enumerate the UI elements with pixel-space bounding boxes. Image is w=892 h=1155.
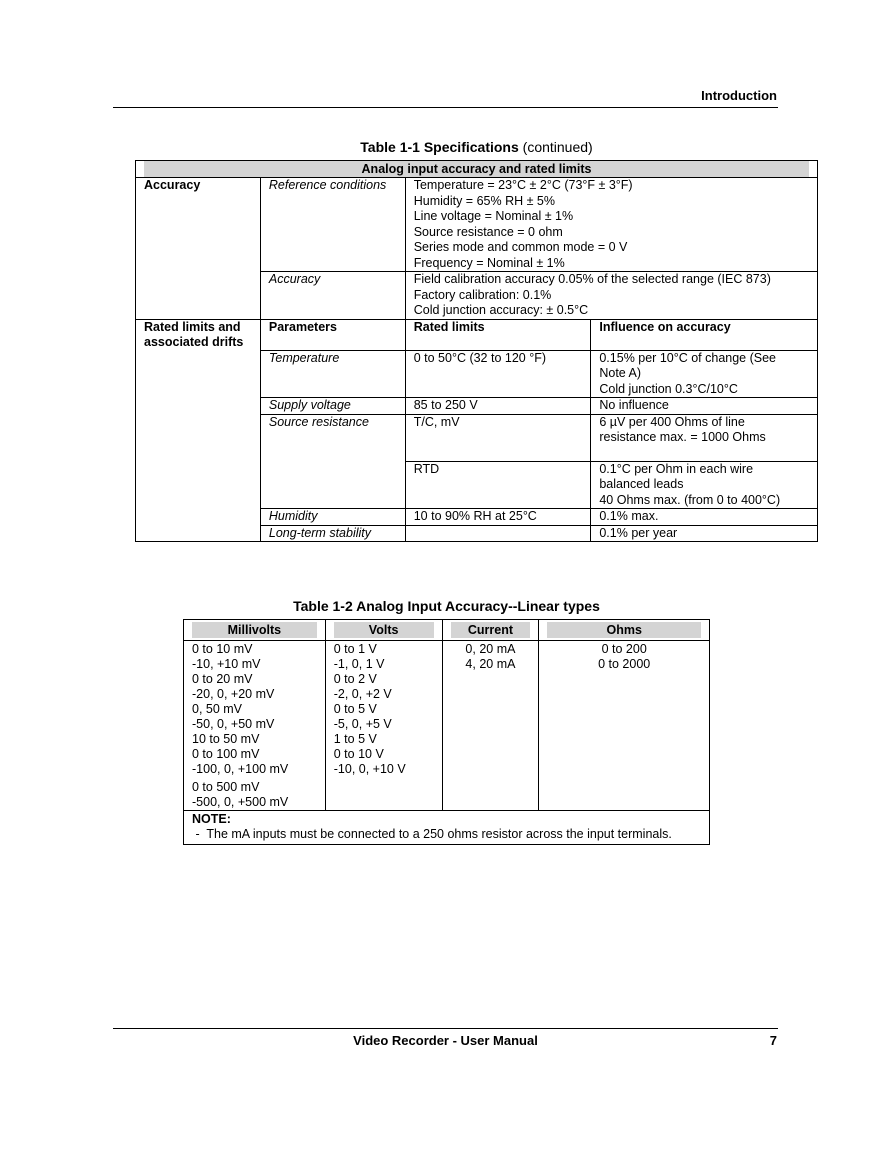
influence-line: 40 Ohms max. (from 0 to 400°C)	[599, 492, 781, 507]
influence-humidity: 0.1% max.	[591, 509, 818, 526]
linear-types-table	[183, 619, 710, 845]
ohms-values	[539, 641, 710, 811]
volts-values	[325, 641, 442, 811]
influence-line: resistance max. = 1000 Ohms	[599, 430, 766, 444]
mv-range: -500, 0, +500 mV	[192, 795, 289, 809]
param-long-term-stability: Long-term stability	[260, 525, 405, 542]
accuracy-sub-label: Accuracy	[260, 272, 405, 320]
v-range: 1 to 5 V	[333, 732, 377, 746]
v-range: -10, 0, +10 V	[333, 762, 406, 776]
col-influence: Influence on accuracy	[591, 319, 818, 350]
mv-range: -10, +10 mV	[192, 657, 261, 671]
v-range: -5, 0, +5 V	[333, 717, 392, 731]
footer-rule	[113, 1028, 778, 1029]
reference-conditions-label: Reference conditions	[260, 178, 405, 272]
influence-long-term-stability: 0.1% per year	[591, 525, 818, 542]
rated-limits-label	[136, 319, 261, 542]
col-millivolts-label: Millivolts	[192, 622, 317, 638]
col-ohms	[539, 620, 710, 641]
influence-line: 0.15% per 10°C of change (See	[599, 350, 777, 365]
v-range: 0 to 2 V	[333, 672, 377, 686]
limit-long-term-stability	[405, 525, 591, 542]
mv-range: 0 to 500 mV	[192, 780, 260, 794]
col-current	[442, 620, 539, 641]
rated-label-line: associated drifts	[144, 335, 244, 349]
col-ohms-label: Ohms	[547, 622, 701, 638]
table-1-2-caption: Table 1-2 Analog Input Accuracy--Linear types	[293, 598, 600, 614]
ma-range: 4, 20 mA	[465, 657, 516, 671]
ref-line: Frequency = Nominal ± 1%	[413, 255, 565, 270]
influence-line: Cold junction 0.3°C/10°C	[599, 381, 738, 396]
param-source-resistance: Source resistance	[260, 414, 405, 509]
note-label: NOTE:	[192, 812, 231, 826]
limit-temperature: 0 to 50°C (32 to 120 °F)	[405, 350, 591, 398]
col-parameters: Parameters	[260, 319, 405, 350]
v-range: 0 to 10 V	[333, 747, 384, 761]
specifications-table	[135, 160, 818, 542]
current-values	[442, 641, 539, 811]
ohm-range: 0 to 2000	[598, 657, 651, 671]
accuracy-label: Accuracy	[136, 178, 261, 320]
ma-range: 0, 20 mA	[465, 642, 516, 656]
mv-range: 0 to 100 mV	[192, 747, 260, 761]
v-range: -1, 0, 1 V	[333, 657, 385, 671]
influence-temperature	[591, 350, 818, 398]
influence-line: balanced leads	[599, 477, 684, 491]
ref-line: Source resistance = 0 ohm	[413, 224, 563, 239]
col-volts-label: Volts	[334, 622, 434, 638]
note-text: - The mA inputs must be connected to a 250 ohms resistor across the input terminals.	[192, 827, 672, 841]
mv-range: 0 to 20 mV	[192, 672, 253, 686]
mv-range: 0 to 10 mV	[192, 642, 253, 656]
ref-line: Line voltage = Nominal ± 1%	[413, 209, 574, 223]
mv-range: -100, 0, +100 mV	[192, 762, 289, 776]
v-range: -2, 0, +2 V	[333, 687, 392, 701]
ohm-range: 0 to 200	[601, 642, 647, 656]
param-supply-voltage: Supply voltage	[260, 398, 405, 415]
page-header-section: Introduction	[701, 88, 777, 103]
param-humidity: Humidity	[260, 509, 405, 526]
limit-rtd: RTD	[405, 461, 591, 509]
col-rated-limits: Rated limits	[405, 319, 591, 350]
accuracy-values	[405, 272, 817, 320]
accuracy-line: Cold junction accuracy: ± 0.5°C	[413, 303, 589, 317]
param-temperature: Temperature	[260, 350, 405, 398]
accuracy-line: Field calibration accuracy 0.05% of the selected range (IEC 873)	[413, 272, 771, 286]
influence-line: 6 µV per 400 Ohms of line	[599, 414, 745, 429]
influence-line: Note A)	[599, 366, 642, 380]
rated-label-line: Rated limits and	[144, 319, 241, 334]
table-1-1-caption	[135, 139, 818, 155]
page-number: 7	[769, 1033, 777, 1048]
ref-line: Humidity = 65% RH ± 5%	[413, 193, 556, 208]
limit-supply-voltage: 85 to 250 V	[405, 398, 591, 415]
v-range: 0 to 1 V	[333, 642, 377, 656]
accuracy-line: Factory calibration: 0.1%	[413, 287, 552, 302]
table-1-1-caption-continued: (continued)	[518, 139, 593, 155]
col-millivolts	[184, 620, 326, 641]
table-1-1-caption-title: Table 1-1 Specifications	[360, 139, 519, 155]
limit-humidity: 10 to 90% RH at 25°C	[405, 509, 591, 526]
influence-line: 0.1°C per Ohm in each wire	[599, 461, 754, 476]
table-note	[184, 811, 710, 845]
section-header	[136, 161, 818, 178]
col-volts	[325, 620, 442, 641]
influence-rtd	[591, 461, 818, 509]
millivolts-values	[184, 641, 326, 811]
col-current-label: Current	[451, 622, 531, 638]
mv-range: -20, 0, +20 mV	[192, 687, 275, 701]
header-rule	[113, 107, 778, 108]
mv-range: -50, 0, +50 mV	[192, 717, 275, 731]
footer-title: Video Recorder - User Manual	[353, 1033, 538, 1048]
influence-supply-voltage: No influence	[591, 398, 818, 415]
mv-range: 10 to 50 mV	[192, 732, 260, 746]
ref-line: Temperature = 23°C ± 2°C (73°F ± 3°F)	[413, 178, 633, 192]
reference-conditions-values	[405, 178, 817, 272]
v-range: 0 to 5 V	[333, 702, 377, 716]
section-title: Analog input accuracy and rated limits	[144, 161, 809, 177]
influence-tc-mv	[591, 414, 818, 461]
mv-range: 0, 50 mV	[192, 702, 243, 716]
limit-tc-mv: T/C, mV	[405, 414, 591, 461]
ref-line: Series mode and common mode = 0 V	[413, 240, 628, 254]
